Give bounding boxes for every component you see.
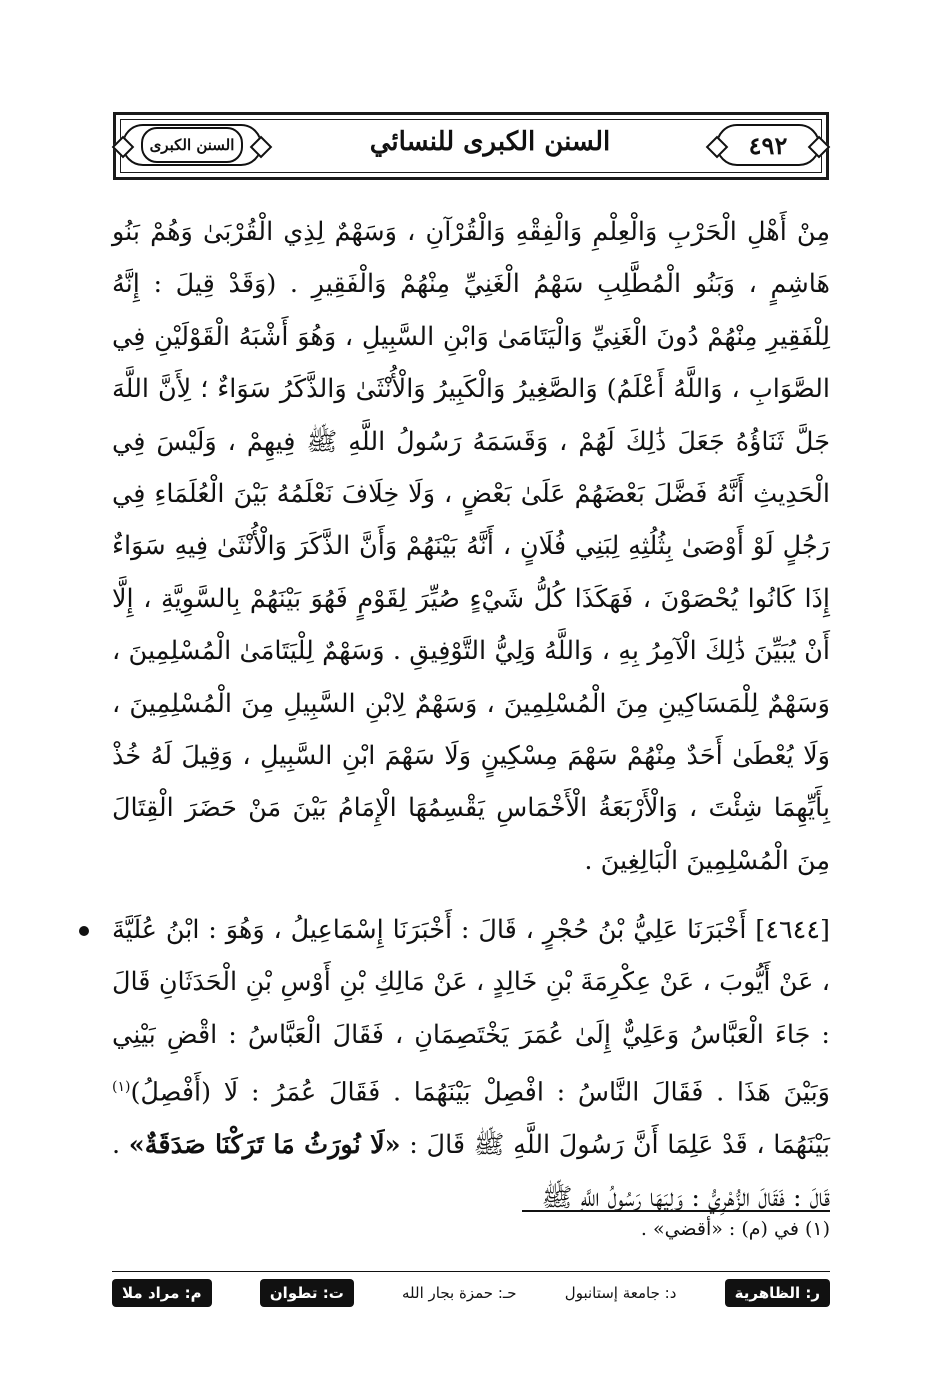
footnote: (١) في (م) : «أقضي» . xyxy=(640,1218,830,1240)
hadith-text-part3: . قَالَ : فَقَالَ الزُّهْرِيُّ : وَلِيَهَا رَسُولُ اللَّهِ ﷺ xyxy=(112,1130,830,1213)
footnote-divider xyxy=(522,1210,830,1212)
prophetic-saying: «لَا نُورَثُ مَا تَرَكْنَا صَدَقَةٌ» xyxy=(128,1130,401,1161)
book-emblem: السنن الكبرى xyxy=(141,127,243,163)
page-number: ٤٩٢ xyxy=(748,130,788,160)
footnote-reference: (١) xyxy=(112,1079,131,1096)
page-header xyxy=(113,112,829,180)
manuscript-sources-bar xyxy=(112,1275,830,1311)
source-r: ر: الظاهرية xyxy=(725,1279,830,1307)
hadith-paragraph xyxy=(112,904,830,1224)
hadith-block xyxy=(112,904,830,1224)
hadith-text-part2: بَيْنَهُمَا ، قَدْ عَلِمَا أَنَّ رَسُولَ اللَّهِ ﷺ قَالَ : xyxy=(400,1130,831,1161)
book-title: السنن الكبرى للنسائي xyxy=(369,127,611,157)
source-m: م: مراد ملا xyxy=(112,1279,212,1307)
source-d: د: جامعة إستانبول xyxy=(564,1284,677,1302)
emblem-cartouche xyxy=(122,124,262,166)
main-paragraph: مِنْ أَهْلِ الْحَرْبِ وَالْعِلْمِ وَالْفِقْهِ وَالْقُرْآنِ ، وَسَهْمٌ لِذِي الْقُرْبَىٰ وَهُمْ بَنُو هَاشِمٍ ، وَبَنُو الْمُطَّلِبِ سَهْمُ الْغَنِيِّ مِنْهُمْ وَالْفَقِيرِ . (وَقَدْ قِيلَ : إِنَّهُ لِلْفَقِيرِ مِنْهُمْ دُونَ الْغَنِيِّ وَالْيَتَامَىٰ وَابْنِ السَّبِيلِ ، وَهُوَ أَشْبَهُ الْقَوْلَيْنِ فِي الصَّوَابِ ، وَاللَّهُ أَعْلَمُ) وَالصَّغِيرُ وَالْكَبِيرُ وَالْأُنْثَىٰ وَالذَّكَرُ سَوَاءٌ ؛ لِأَنَّ اللَّهَ جَلَّ ثَنَاؤُهُ جَعَلَ ذَٰلِكَ لَهُمْ ، وَقَسَمَهُ رَسُولُ اللَّهِ ﷺ فِيهِمْ ، وَلَيْسَ فِي الْحَدِيثِ أَنَّهُ فَضَّلَ بَعْضَهُمْ عَلَىٰ بَعْضٍ ، وَلَا خِلَافَ نَعْلَمُهُ بَيْنَ الْعُلَمَاءِ فِي رَجُلٍ لَوْ أَوْصَىٰ بِثُلُثِهِ لِبَنِي فُلَانٍ ، أَنَّهُ بَيْنَهُمْ وَأَنَّ الذَّكَرَ وَالْأُنْثَىٰ فِيهِ سَوَاءٌ إِذَا كَانُوا يُحْصَوْنَ ، فَهَكَذَا كُلُّ شَيْءٍ صُيِّرَ لِقَوْمٍ فَهُوَ بَيْنَهُمْ بِالسَّوِيَّةِ ، إِلَّا أَنْ يُبَيِّنَ ذَٰلِكَ الْآمِرُ بِهِ ، وَاللَّهُ وَلِيُّ التَّوْفِيقِ . وَسَهْمٌ لِلْيَتَامَىٰ الْمُسْلِمِينَ ، وَسَهْمٌ لِلْمَسَاكِينِ مِنَ الْمُسْلِمِينَ ، وَسَهْمٌ لِابْنِ السَّبِيلِ مِنَ الْمُسْلِمِينَ ، وَلَا يُعْطَىٰ أَحَدٌ مِنْهُمْ سَهْمَ مِسْكِينٍ وَلَا سَهْمَ ابْنِ السَّبِيلِ ، وَقِيلَ لَهُ خُذْ بِأَيِّهِمَا شِئْتَ ، وَالْأَرْبَعَةُ الْأَخْمَاسِ يَقْسِمُهَا الْإِمَامُ بَيْنَ مَنْ حَضَرَ الْقِتَالَ مِنَ الْمُسْلِمِينَ الْبَالِغِينَ . xyxy=(112,217,830,876)
ornament-knot xyxy=(112,136,135,159)
ornament-knot xyxy=(808,136,831,159)
bottom-divider xyxy=(112,1271,830,1272)
source-h: حـ: حمزة بجار الله xyxy=(402,1284,517,1302)
hadith-number: [٤٦٤٤] xyxy=(755,915,830,945)
bullet-icon xyxy=(79,926,89,936)
hadith-text-part1: أَخْبَرَنَا عَلِيُّ بْنُ حُجْرٍ ، قَالَ : أَخْبَرَنَا إِسْمَاعِيلُ ، وَهُوَ : ابْنُ عُلَيَّةَ ، عَنْ أَيُّوبَ ، عَنْ عِكْرِمَةَ بْنِ خَالِدٍ ، عَنْ مَالِكِ بْنِ أَوْسِ بْنِ الْحَدَثَانِ قَالَ : جَاءَ الْعَبَّاسُ وَعَلِيٌّ إِلَىٰ عُمَرَ يَخْتَصِمَانِ ، فَقَالَ الْعَبَّاسُ : اقْضِ بَيْنِي وَبَيْنَ هَذَا . فَقَالَ النَّاسُ : افْصِلْ بَيْنَهُمَا . فَقَالَ عُمَرُ : لَا (أَفْصِلُ) xyxy=(112,915,830,1108)
page-number-cartouche xyxy=(716,124,820,166)
main-text-block xyxy=(112,206,830,887)
source-t: ت: تطوان xyxy=(260,1279,354,1307)
